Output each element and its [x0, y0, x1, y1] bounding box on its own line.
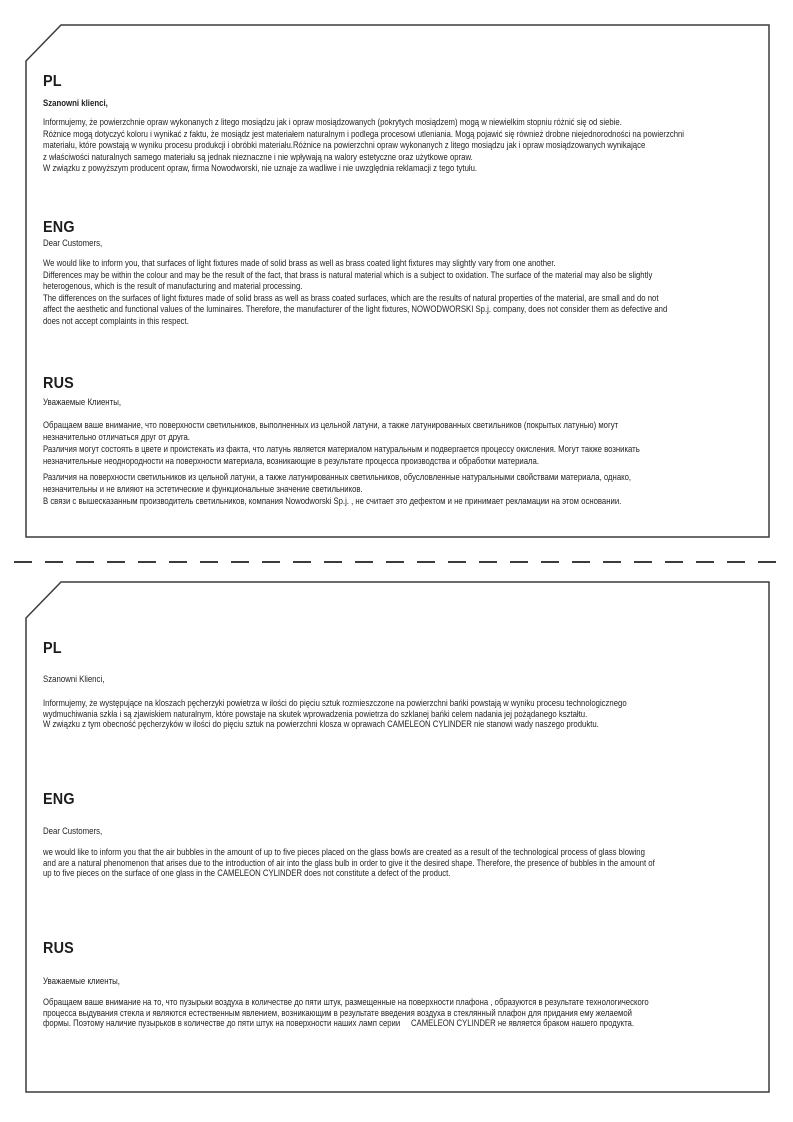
text-line: z właściwości naturalnych samego materiału są jednak nieznaczne i nie wpływają na walory estetyczne oraz użytkowe opraw.	[43, 151, 473, 162]
text-line: up to five pieces on the surface of one glass in the CAMELEON CYLINDER does not constitute a defect of the product.	[43, 868, 451, 878]
text-line: Differences may be within the colour and may be the result of the fact, that brass is natural material which is a subject to oxidation. The surface of the material may also be slightly	[43, 269, 653, 280]
salutation-pl: Szanowni Klienci,	[43, 674, 105, 684]
language-heading-pl: PL	[43, 640, 62, 657]
language-heading-eng: ENG	[43, 791, 75, 808]
salutation-rus: Уважаемые клиенты,	[43, 976, 120, 986]
text-line: незначительны и не влияют на эстетические и функциональные значение светильников.	[43, 484, 363, 494]
text-line: Обращаем ваше внимание, что поверхности светильников, выполненных из цельной латуни, а также латунированных светильников (покрытых латунью) могут	[43, 420, 619, 430]
text-line: В связи с вышесказанным производитель светильников, компания Nowodworski Sp.j. , не считает это дефектом и не принимает рекламации на этом основании.	[43, 496, 622, 506]
text-line: heterogenous, which is the result of manufacturing and material processing.	[43, 281, 303, 291]
notice-page-brass	[25, 24, 770, 538]
text-line: and are a natural phenomenon that arises due to the introduction of air into the glass bulb in order to give it the desired shape. Therefore, the presence of bubbles in the amount of	[43, 857, 655, 868]
language-heading-rus: RUS	[43, 375, 74, 392]
text-line: формы. Поэтому наличие пузырьков в количестве до пяти штук на поверхности наших ламп серии CAMELEON CYLINDER не является браком нашего продукта.	[43, 1018, 635, 1028]
text-line: Informujemy, że występujące na kloszach pęcherzyki powietrza w ilości do pięciu sztuk rozmieszczone na powierzchni bańki powstają w wyniku procesu technologicznego	[43, 698, 627, 708]
salutation-rus: Уважаемые Клиенты,	[43, 397, 122, 407]
paragraph-pl	[43, 117, 774, 175]
text-line: незначительно отличаться друг от друга.	[43, 432, 190, 442]
text-line: We would like to inform you, that surfaces of light fixtures made of solid brass as well as brass coated light fixtures may slightly vary from one another.	[43, 258, 556, 268]
paragraph-rus	[43, 997, 774, 1029]
text-line: процесса выдувания стекла и являются естественным явлением, возникающим в результате введения воздуха в стеклянный плафон для придания ему желаемой	[43, 1007, 632, 1018]
text-line: materiału, które powstają w wyniku procesu produkcji i obróbki materiału.Różnice na powierzchni opraw wykonanych z litego mosiądzu jak i opraw mosiądzowanych wynikające	[43, 140, 646, 150]
language-heading-eng: ENG	[43, 219, 75, 236]
paragraph-rus-2	[43, 471, 774, 507]
page-content	[25, 581, 770, 1093]
salutation-pl: Szanowni klienci,	[43, 98, 108, 108]
notice-page-bubbles	[25, 581, 770, 1093]
text-line: Различия на поверхности светильников из цельной латуни, а также латунированных светильников, обусловленные натуральными свойствами материала, однако,	[43, 472, 632, 482]
text-line: Обращаем ваше внимание на то, что пузырьки воздуха в количестве до пяти штук, размещенные на поверхности плафона , образуются в результате технологического	[43, 997, 649, 1007]
salutation-eng: Dear Customers,	[43, 826, 103, 836]
paragraph-eng	[43, 258, 774, 327]
page-content	[25, 24, 770, 538]
paragraph-rus-1	[43, 419, 774, 467]
text-line: Różnice mogą dotyczyć koloru i wynikać z faktu, że mosiądz jest materiałem naturalnym i podlega procesowi utleniania. Mogą pojawić się również drobne niejednorodności na powierzchni	[43, 128, 685, 139]
text-line: wydmuchiwania szkła i są zjawiskiem naturalnym, które powstaje na skutek wprowadzenia powietrza do szklanej bańki celem nadania jej pożądanego kształtu.	[43, 708, 588, 719]
paragraph-pl	[43, 698, 774, 730]
text-line: незначительные неоднородности на поверхности материала, возникающие в результате процесса производства и обработки материала.	[43, 456, 540, 466]
text-line: W związku z powyższym producent opraw, firma Nowodworski, nie uznaje za wadliwe i nie uwzględnia reklamacji z tego tytułu.	[43, 163, 478, 173]
text-line: does not accept complaints in this respect.	[43, 315, 189, 326]
paragraph-eng	[43, 847, 774, 879]
text-line: Различия могут состоять в цвете и проистекать из факта, что латунь является материалом натуральным и подвергается процессу окисления. Могут также возникать	[43, 444, 640, 454]
text-line: affect the aesthetic and functional values of the luminaires. Therefore, the manufacturer of the light fixtures, NOWODWORSKI Sp.j. company, does not consider them as defective and	[43, 304, 668, 314]
language-heading-pl: PL	[43, 73, 62, 90]
salutation-eng: Dear Customers,	[43, 238, 103, 248]
text-line: The differences on the surfaces of light fixtures made of solid brass as well as brass coated surfaces, which are the results of natural properties of the material, are small and do not	[43, 292, 659, 303]
text-line: W związku z tym obecność pęcherzyków w ilości do pięciu sztuk na powierzchni klosza w oprawach CAMELEON CYLINDER nie stanowi wady naszego produktu.	[43, 719, 599, 729]
text-line: we would like to inform you that the air bubbles in the amount of up to five pieces placed on the glass bowls are created as a result of the technological process of glass blowing	[43, 847, 645, 857]
cut-line-dashed	[0, 555, 793, 569]
text-line: Informujemy, że powierzchnie opraw wykonanych z litego mosiądzu jak i opraw mosiądzowanych (pokrytych mosiądzem) mogą w niewielkim stopniu różnić się od siebie.	[43, 117, 622, 127]
language-heading-rus: RUS	[43, 940, 74, 957]
